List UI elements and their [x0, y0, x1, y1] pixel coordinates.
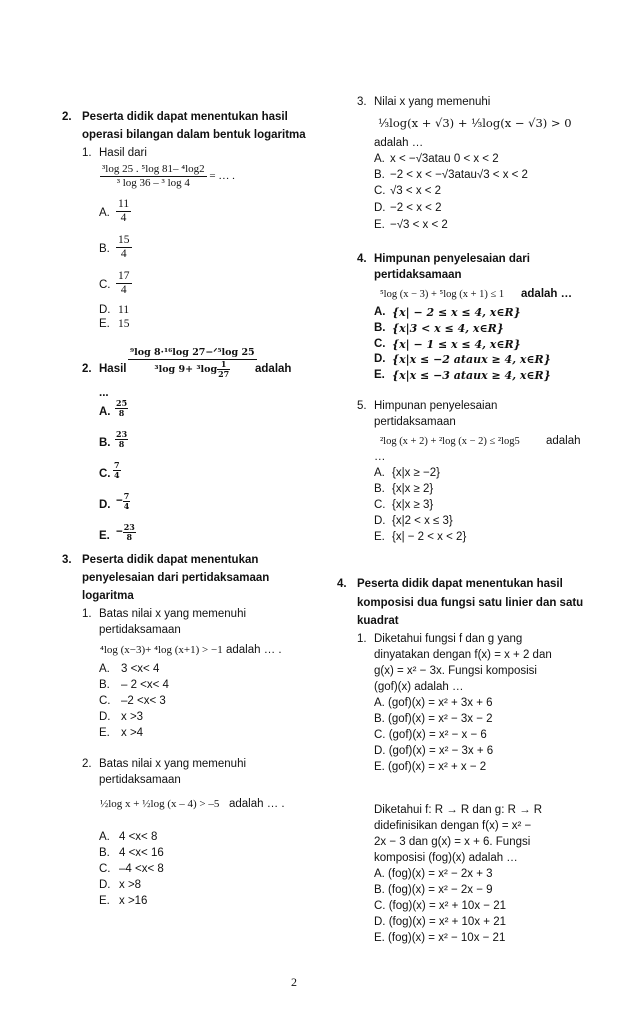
option-letter: A. — [99, 207, 110, 219]
question-text: Hasil — [99, 363, 127, 375]
option-value: 15 — [118, 318, 130, 330]
question-heading: Himpunan penyelesaian dari — [374, 253, 530, 265]
option-letter: C. — [99, 468, 111, 480]
fraction-denominator: 27 — [218, 369, 230, 379]
section-heading: Peserta didik dapat menentukan hasil — [82, 111, 288, 123]
fraction-denominator: 4 — [123, 501, 130, 511]
option-letter: D. — [374, 515, 386, 527]
question-text: didefinisikan dengan f(x) = x² − — [374, 820, 532, 832]
question-number: 3. — [357, 96, 367, 108]
option-value: 11 — [118, 304, 130, 316]
fraction-numerator: 7 — [114, 460, 120, 470]
log-expression: ⁴log (x−3)+ ⁴log (x+1) > −1 — [100, 644, 223, 656]
denominator-text: ³log 9+ ³log — [154, 364, 218, 375]
fraction-denominator: 4 — [114, 470, 120, 480]
question-text: Diketahui fungsi f dan g yang — [374, 633, 523, 645]
question-number: 4. — [357, 253, 367, 265]
option-text: {x|3 < x ≤ 4, x∈R} — [392, 322, 504, 335]
question-text: Batas nilai x yang memenuhi — [99, 758, 247, 770]
option-value — [116, 234, 132, 261]
option-letter: B. — [99, 437, 111, 449]
option-text: −2 < x < 2 — [390, 202, 442, 214]
question-tail: adalah — [546, 435, 581, 447]
option-text: B. (fog)(x) = x² − 2x − 9 — [374, 884, 493, 896]
option-text: {x|x ≥ 3} — [392, 499, 434, 511]
option-letter: A. — [99, 663, 110, 675]
option-letter: E. — [374, 369, 385, 381]
section-heading: Peserta didik dapat menentukan hasil — [357, 578, 563, 590]
section-heading: operasi bilangan dalam bentuk logaritma — [82, 129, 306, 141]
question-text: dinyatakan dengan f(x) = x + 2 dan — [374, 649, 552, 661]
fraction-numerator: 17 — [118, 270, 130, 282]
option-value — [116, 492, 130, 511]
question-number: 5. — [357, 400, 367, 412]
option-letter: A. — [374, 153, 385, 165]
option-value — [115, 399, 128, 418]
option-letter: E. — [99, 727, 110, 739]
question-number: 1. — [357, 633, 367, 645]
option-text: D. (gof)(x) = x² − 3x + 6 — [374, 745, 494, 757]
fraction-denominator: 4 — [120, 284, 127, 296]
option-text: −√3 < x < 2 — [390, 219, 448, 231]
question-number: 1. — [82, 608, 92, 620]
fraction-numerator: 11 — [118, 198, 130, 210]
section-heading: logaritma — [82, 590, 134, 602]
option-text: C. (gof)(x) = x² − x − 6 — [374, 729, 487, 741]
question-text: adalah … — [374, 137, 424, 149]
option-text: {x|x ≤ −3 ataux ≥ 4, x∈R} — [392, 369, 551, 382]
option-text: 4 <x< 16 — [119, 847, 164, 859]
option-value — [116, 270, 132, 297]
option-text: {x| − 1 ≤ x ≤ 4, x∈R} — [392, 338, 521, 351]
option-letter: B. — [99, 243, 110, 255]
option-text: A. (fog)(x) = x² − 2x + 3 — [374, 868, 493, 880]
question-text: g(x) = x² − 3x. Fungsi komposisi — [374, 665, 537, 677]
option-text: E. (gof)(x) = x² + x − 2 — [374, 761, 487, 773]
option-text: {x|x ≥ −2} — [392, 467, 440, 479]
option-letter: E. — [99, 530, 110, 542]
option-letter: E. — [99, 895, 110, 907]
minus-sign: − — [116, 495, 123, 507]
option-text: {x| − 2 < x < 2} — [392, 531, 467, 543]
section-heading: komposisi dua fungsi satu linier dan satu — [357, 597, 584, 609]
option-letter: D. — [374, 353, 386, 365]
question-text: pertidaksamaan — [99, 624, 181, 636]
option-letter: B. — [374, 169, 385, 181]
option-letter: C. — [374, 499, 386, 511]
option-letter: D. — [99, 304, 111, 316]
question-text: Diketahui f: R → R dan g: R → R — [374, 804, 543, 816]
question-text: pertidaksamaan — [99, 774, 181, 786]
fraction-numerator: 1 — [217, 360, 230, 370]
option-letter: C. — [99, 695, 111, 707]
log-expression: ⁵log (x − 3) + ⁵log (x + 1) ≤ 1 — [380, 289, 505, 300]
section-heading: kuadrat — [357, 615, 399, 627]
option-text: C. (fog)(x) = x² + 10x − 21 — [374, 900, 506, 912]
page-number: 2 — [291, 975, 297, 989]
option-text: E. (fog)(x) = x² − 10x − 21 — [374, 932, 506, 944]
option-text: −2 < x < −√3atau√3 < x < 2 — [390, 169, 528, 181]
fraction-numerator: 23 — [123, 522, 135, 532]
log-expression: ⅓log(x + √3) + ⅓log(x − √3) > 0 — [378, 116, 572, 130]
question-text: Hasil dari — [99, 147, 147, 159]
fraction-denominator: ³ log 36 – ³ log 4 — [116, 177, 190, 189]
option-text: {x|x ≥ 2} — [392, 483, 434, 495]
option-text: 4 <x< 8 — [119, 831, 158, 843]
question-text: pertidaksamaan — [374, 416, 456, 428]
question-heading: pertidaksamaan — [374, 269, 462, 281]
option-value — [116, 198, 131, 225]
option-letter: A. — [99, 831, 110, 843]
option-letter: C. — [99, 863, 111, 875]
section-number: 3. — [62, 554, 72, 566]
question-text: Nilai x yang memenuhi — [374, 96, 491, 108]
option-letter: E. — [374, 531, 385, 543]
fraction-numerator: 25 — [116, 398, 128, 408]
option-text: x >3 — [121, 711, 144, 723]
ellipsis: ... — [99, 387, 109, 399]
option-text: √3 < x < 2 — [390, 185, 442, 197]
section-number: 2. — [62, 111, 72, 123]
option-text: 3 <x< 4 — [121, 663, 160, 675]
option-text: x >16 — [119, 895, 148, 907]
question-text: Batas nilai x yang memenuhi — [99, 608, 247, 620]
log-expression: ½log x + ½log (x – 4) > –5 — [100, 798, 220, 810]
option-letter: A. — [99, 406, 111, 418]
option-letter: B. — [374, 483, 385, 495]
question-text: komposisi (fog)(x) adalah … — [374, 852, 518, 864]
option-value — [116, 523, 136, 542]
option-text: {x|x ≤ −2 ataux ≥ 4, x∈R} — [392, 353, 551, 366]
option-letter: D. — [99, 499, 111, 511]
fraction-numerator: 15 — [118, 234, 130, 246]
question-number: 2. — [82, 363, 92, 375]
question-number: 1. — [82, 147, 92, 159]
option-text: {x|2 < x ≤ 3} — [392, 515, 453, 527]
question-text: (gof)(x) adalah … — [374, 681, 464, 693]
option-letter: A. — [374, 306, 386, 318]
fraction-denominator: 8 — [118, 408, 125, 418]
option-text: A. (gof)(x) = x² + 3x + 6 — [374, 697, 493, 709]
option-letter: B. — [99, 847, 110, 859]
option-letter: C. — [374, 185, 386, 197]
log-expression: ²log (x + 2) + ²log (x − 2) ≤ ²log5 — [380, 436, 520, 447]
expression-tail: = … . — [209, 170, 235, 183]
option-value — [113, 461, 121, 480]
option-letter: D. — [99, 711, 111, 723]
option-letter: D. — [99, 879, 111, 891]
option-letter: E. — [99, 318, 110, 330]
option-text: D. (fog)(x) = x² + 10x + 21 — [374, 916, 506, 928]
option-text: x < −√3atau 0 < x < 2 — [390, 153, 499, 165]
option-letter: D. — [374, 202, 386, 214]
fraction-denominator: 4 — [120, 212, 127, 224]
option-letter: B. — [374, 322, 386, 334]
option-text: –4 <x< 8 — [119, 863, 164, 875]
option-letter: B. — [99, 679, 110, 691]
fraction-numerator: 23 — [116, 429, 128, 439]
fraction-numerator: ³log 25 . ⁵log 81– ⁴log2 — [102, 163, 205, 175]
minus-sign: − — [116, 526, 123, 538]
question-text: adalah — [255, 363, 292, 375]
question-text: 2x − 3 dan g(x) = x + 6. Fungsi — [374, 836, 531, 848]
log-expression — [100, 163, 235, 190]
option-text: –2 <x< 3 — [121, 695, 166, 707]
question-tail: adalah … . — [229, 798, 285, 810]
fraction-denominator — [128, 360, 257, 379]
fraction-denominator: 8 — [118, 439, 125, 449]
option-letter: A. — [374, 467, 385, 479]
fraction-denominator: 8 — [126, 532, 133, 542]
question-tail: adalah … — [521, 288, 573, 300]
option-letter: C. — [99, 279, 111, 291]
section-heading: Peserta didik dapat menentukan — [82, 554, 259, 566]
log-expression — [128, 346, 257, 379]
option-text: {x| − 2 ≤ x ≤ 4, x∈R} — [392, 306, 521, 319]
option-text: x >4 — [121, 727, 144, 739]
fraction-denominator: 4 — [120, 248, 127, 260]
section-heading: penyelesaian dari pertidaksamaan — [82, 572, 270, 584]
question-text: Himpunan penyelesaian — [374, 400, 498, 412]
option-text: – 2 <x< 4 — [121, 679, 169, 691]
option-text: x >8 — [119, 879, 142, 891]
option-letter: E. — [374, 219, 385, 231]
option-text: B. (gof)(x) = x² − 3x − 2 — [374, 713, 493, 725]
section-number: 4. — [337, 578, 347, 590]
fraction-numerator: 7 — [123, 491, 130, 501]
ellipsis: … — [374, 451, 386, 463]
fraction-numerator: ⁹log 8·¹⁶log 27−ᐟ⁵log 25 — [130, 347, 255, 358]
option-value — [115, 430, 128, 449]
question-number: 2. — [82, 758, 92, 770]
option-letter: C. — [374, 338, 386, 350]
question-tail: adalah … . — [226, 644, 282, 656]
